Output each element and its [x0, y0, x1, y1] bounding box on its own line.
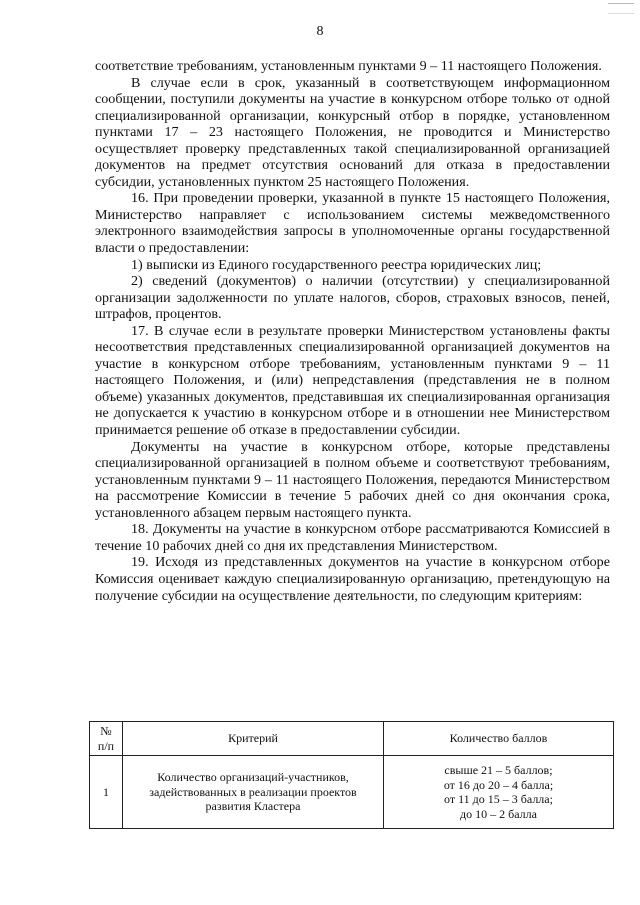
list-item: 1) выписки из Единого государственного реестра юридических лиц;: [131, 256, 542, 273]
paragraph: 17. В случае если в результате проверки Министерством установлены факты несоответствия представленных специализированной организацией документов на участие в конкурсном отборе требованиям, установленным пунктами 9 – 11 настоящего Положения, и (или) непредставления (представления не в полном объеме) указанных документов, представившая их специализированная организация не допускается к участию в конкурсном отборе и в отношении нее Министерством принимается решение об отказе в предоставлении субсидии.: [95, 322, 610, 439]
paragraph: 16. При проведении проверки, указанной в пункте 15 настоящего Положения, Министерство направляет с использованием системы межведомственного электронного взаимодействия запросы в уполномоченные органы государственной власти о предоставлении:: [95, 190, 610, 257]
paragraph: 19. Исходя из представленных документов на участие в конкурсном отборе Комиссия оценивает каждую специализированную организацию, претендующую на получение субсидии на осуществление деятельности, по следующим критериям:: [95, 554, 610, 604]
paragraph: Документы на участие в конкурсном отборе, которые представлены специализированной организацией в полном объеме и соответствуют требованиям, установленным пунктами 9 – 11 настоящего Положения, передаются Министерством на рассмотрение Комиссии в течение 5 рабочих дней со дня окончания срока, установленного абзацем первым настоящего пункта.: [95, 438, 610, 521]
page-number: 8: [316, 24, 324, 39]
points-line: до 10 – 2 балла: [460, 806, 537, 821]
list-item: 2) сведений (документов) о наличии (отсутствии) у специализированной организации задолженности по уплате налогов, сборов, страховых взносов, пеней, штрафов, процентов.: [95, 273, 610, 323]
header-criterion: Критерий: [123, 722, 384, 756]
corner-mark: [608, 3, 634, 14]
points-line: свыше 21 – 5 баллов;: [444, 763, 553, 777]
criteria-table: [89, 721, 614, 829]
row-num: 1: [90, 756, 123, 829]
header-points: Количество баллов: [384, 722, 614, 756]
table-row: [90, 756, 614, 829]
points-line: от 16 до 20 – 4 балла;: [443, 777, 554, 792]
points-line: от 11 до 15 – 3 балла;: [444, 792, 553, 806]
paragraph: В случае если в срок, указанный в соответствующем информационном сообщении, поступили документы на участие в конкурсном отборе только от одной специализированной организации, конкурсный отбор в порядке, установленном пунктами 17 – 23 настоящего Положения, не проводится и Министерство осуществляет проверку представленных такой специализированной организацией документов на предмет отсутствия оснований для отказа в предоставлении субсидии, установленных пунктом 25 настоящего Положения.: [95, 74, 610, 190]
row-points: [384, 756, 614, 829]
table-header-row: [90, 722, 614, 756]
paragraph: 18. Документы на участие в конкурсном отборе рассматриваются Комиссией в течение 10 рабочих дней со дня их представления Министерством.: [95, 521, 610, 554]
row-criterion: Количество организаций-участников, задействованных в реализации проектов развития Кластера: [123, 756, 384, 829]
header-num: № п/п: [90, 722, 123, 756]
document-body: [95, 58, 610, 604]
paragraph: соответствие требованиям, установленным пунктами 9 – 11 настоящего Положения.: [95, 58, 602, 74]
